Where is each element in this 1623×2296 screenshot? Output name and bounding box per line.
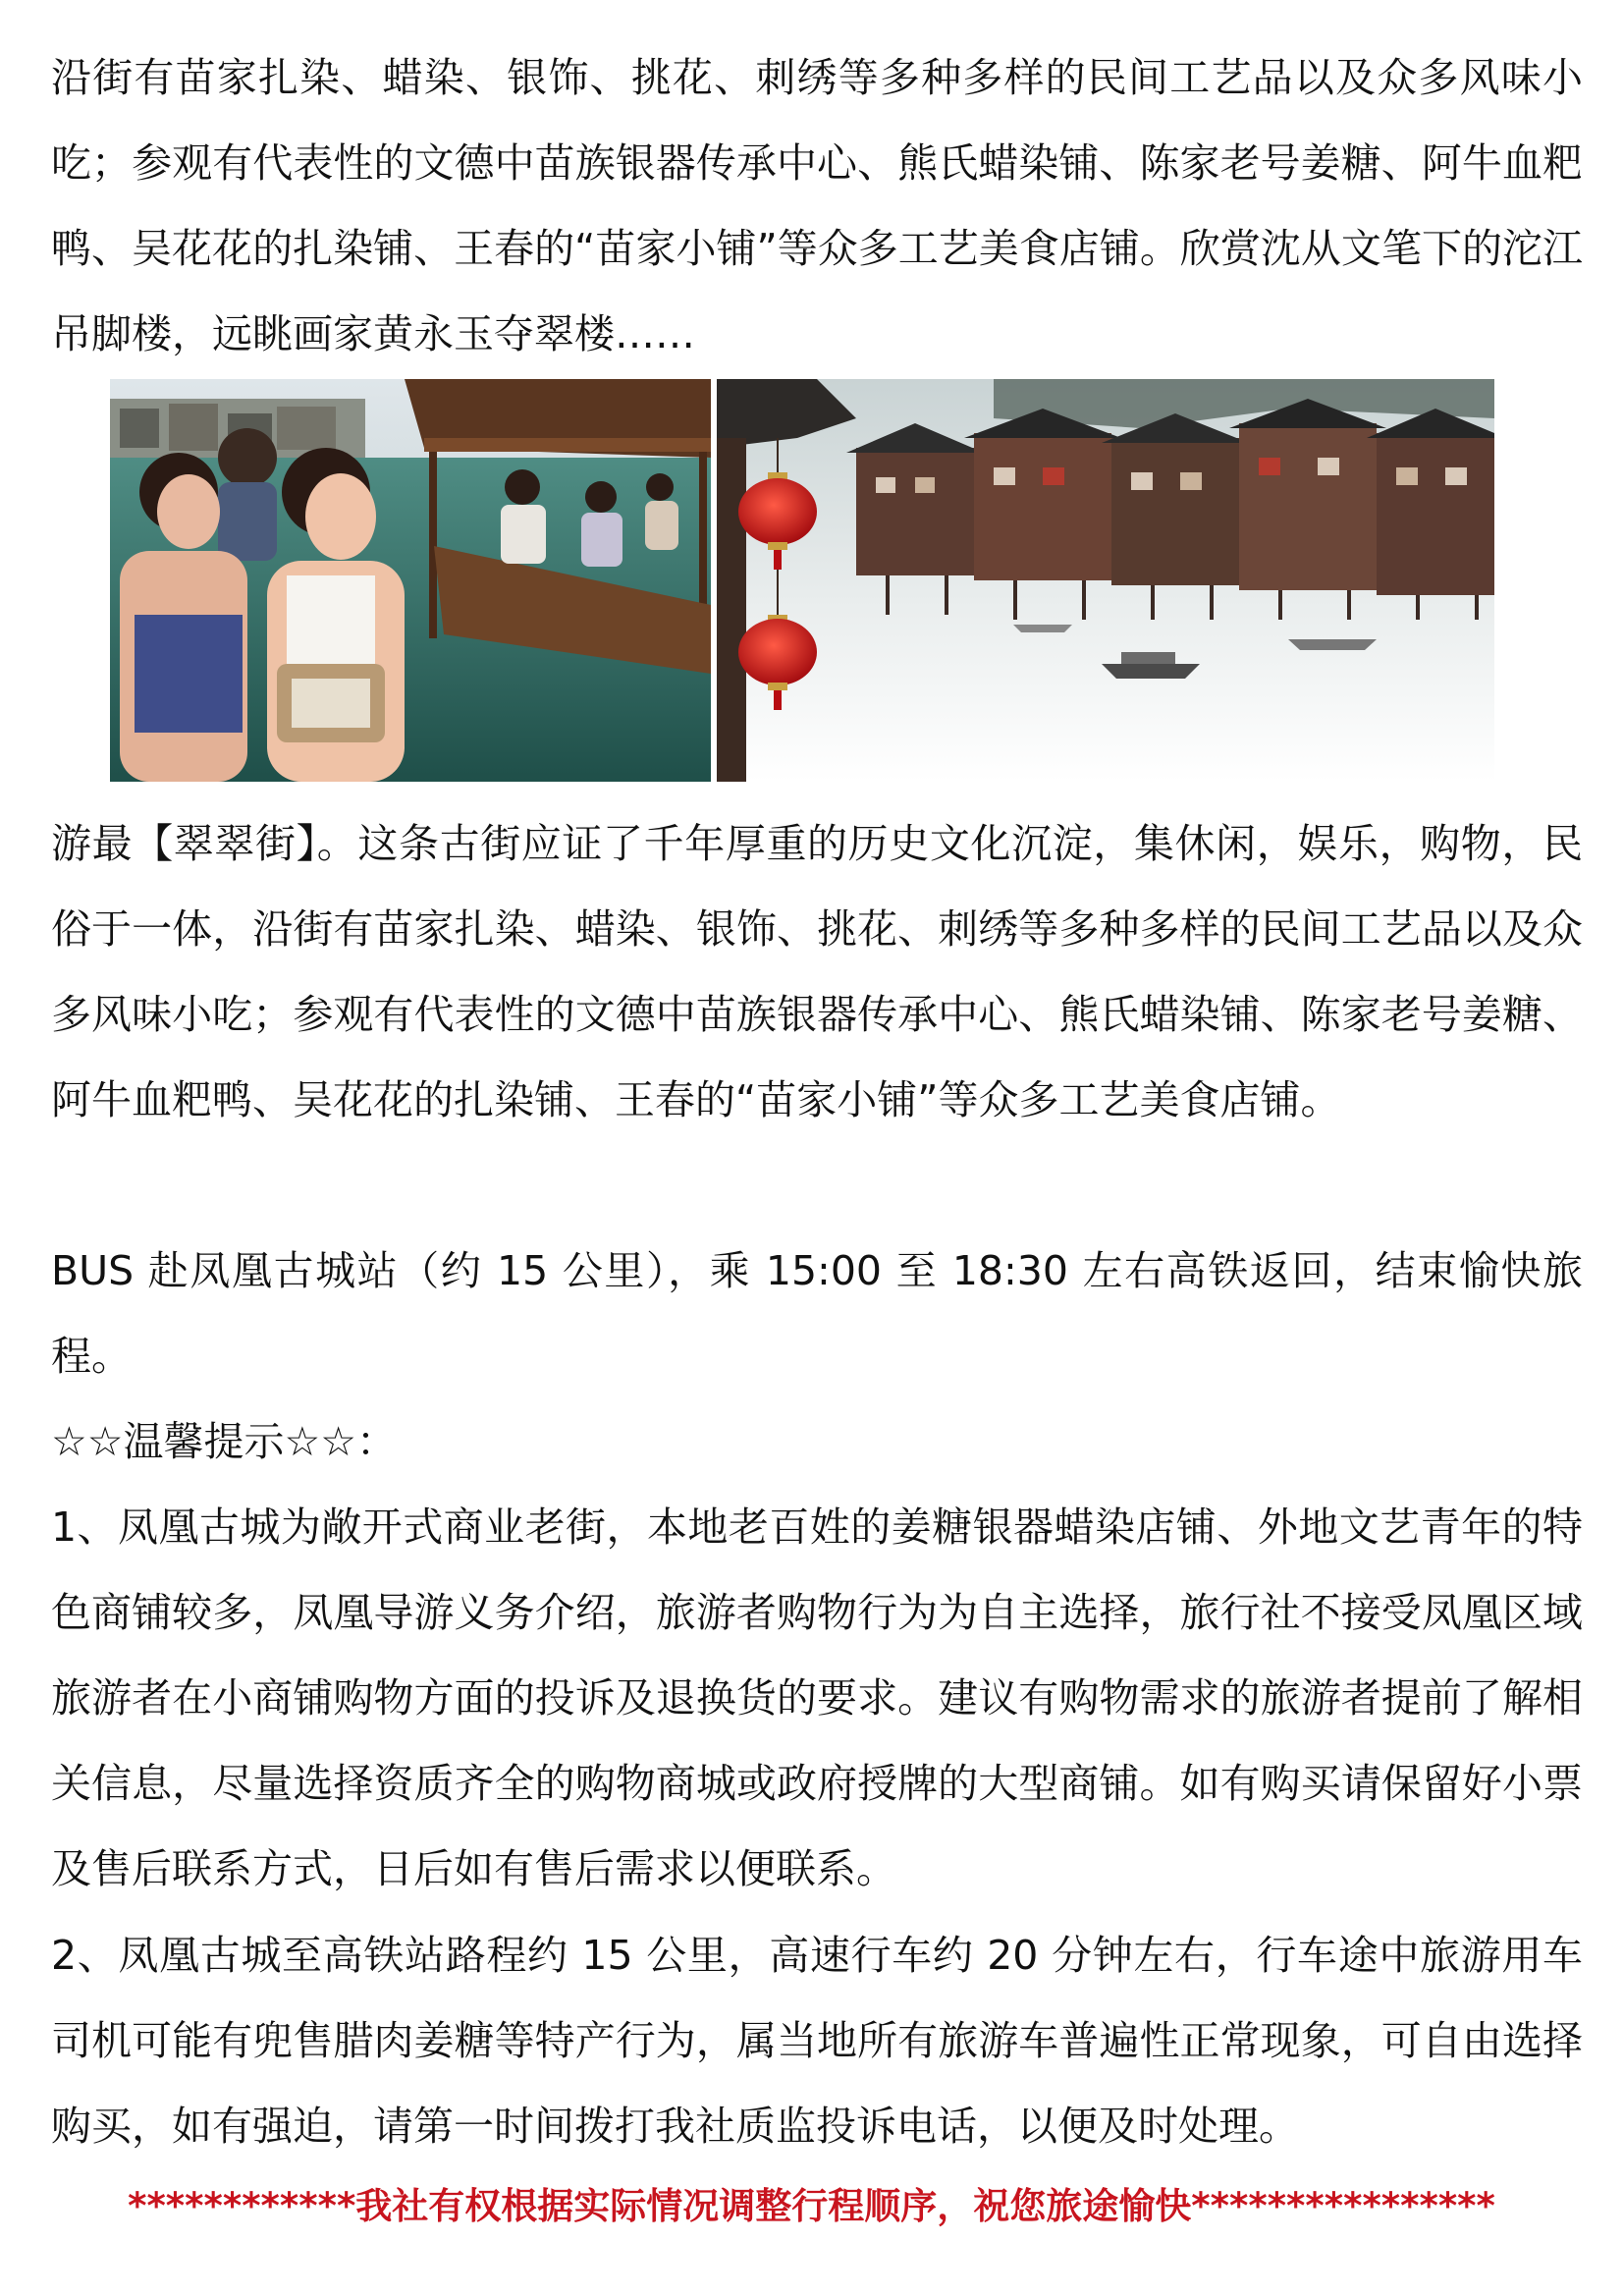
paragraph-cuicui-street-intro: 沿街有苗家扎染、蜡染、银饰、挑花、刺绣等多种多样的民间工艺品以及众多风味小吃；参观有代表性的文德中苗族银器传承中心、熊氏蜡染铺、陈家老号姜糖、阿牛血粑鸭、吴花花的扎染铺、王春的“苗家小铺”等众多工艺美食店铺。欣赏沈从文笔下的沱江吊脚楼，远眺画家黄永玉夺翠楼…… — [51, 54, 1583, 357]
itinerary-disclaimer: ************我社有权根据实际情况调整行程顺序，祝您旅途愉快**************** — [128, 2185, 1495, 2227]
tips-heading: ☆☆温馨提示☆☆： — [51, 1418, 398, 1465]
photo-strip — [110, 379, 1494, 782]
boat-tourists-photo — [110, 379, 711, 782]
tip-1-shopping: 1、凤凰古城为敞开式商业老街，本地老百姓的姜糖银器蜡染店铺、外地文艺青年的特色商铺较多，凤凰导游义务介绍，旅游者购物行为为自主选择，旅行社不接受凤凰区域旅游者在小商铺购物方面的投诉及退换货的要求。建议有购物需求的旅游者提前了解相关信息，尽量选择资质齐全的购物商城或政府授牌的大型商铺。如有购买请保留好小票及售后联系方式，日后如有售后需求以便联系。 — [51, 1503, 1583, 1892]
tip-2-driver-sales: 2、凤凰古城至高铁站路程约 15 公里，高速行车约 20 分钟左右，行车途中旅游用车司机可能有兜售腊肉姜糖等特产行为，属当地所有旅游车普遍性正常现象，可自由选择购买，如有强迫，请第一时间拨打我社质监投诉电话，以便及时处理。 — [51, 1932, 1583, 2150]
paragraph-return-train: BUS 赴凤凰古城站（约 15 公里），乘 15:00 至 18:30 左右高铁返回，结束愉快旅程。 — [51, 1247, 1583, 1380]
fenghuang-riverside-photo — [717, 379, 1494, 782]
paragraph-cuicui-street-tour: 游最【翠翠街】。这条古街应证了千年厚重的历史文化沉淀，集休闲，娱乐，购物，民俗于一体，沿街有苗家扎染、蜡染、银饰、挑花、刺绣等多种多样的民间工艺品以及众多风味小吃；参观有代表性的文德中苗族银器传承中心、熊氏蜡染铺、陈家老号姜糖、阿牛血粑鸭、吴花花的扎染铺、王春的“苗家小铺”等众多工艺美食店铺。 — [51, 820, 1583, 1123]
photo-collage — [110, 379, 1494, 782]
